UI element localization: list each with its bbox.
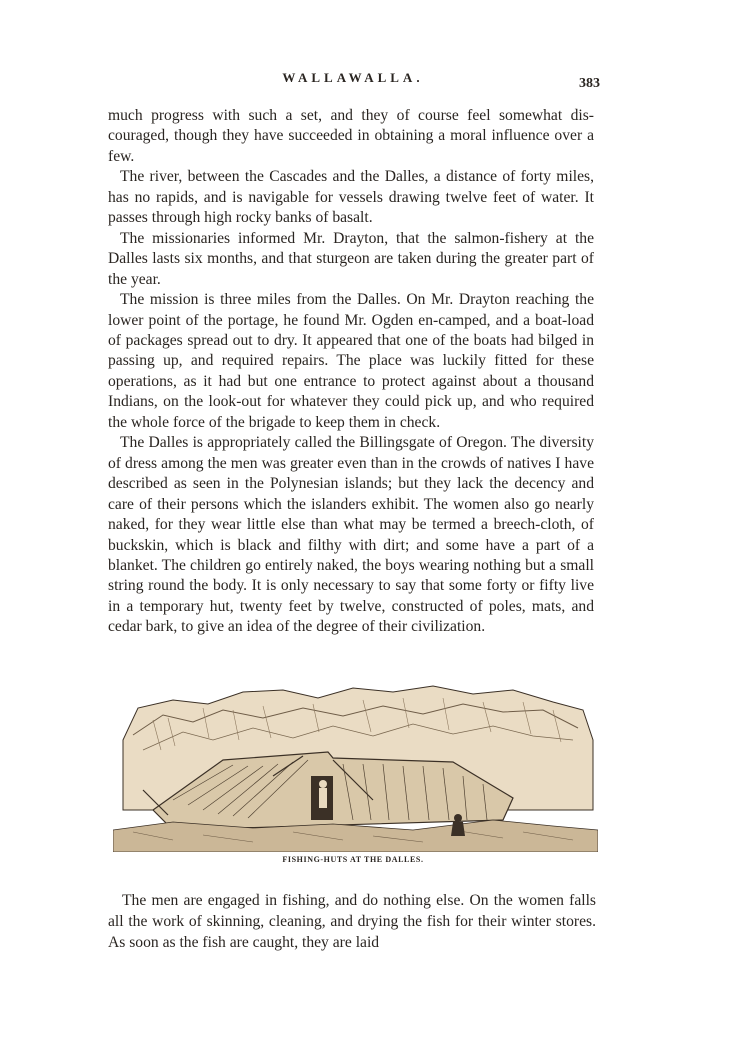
paragraph: The river, between the Cascades and the Dalles, a distance of forty miles, has no rapids, and is navigable for vessels drawing twelve feet of water. It passes through high rocky banks of basalt. — [108, 168, 594, 227]
running-title: WALLAWALLA. — [282, 70, 424, 85]
paragraph: The mission is three miles from the Dalles. On Mr. Drayton reaching the lower point of the portage, he found Mr. Ogden en-camped, and a boat-load of packages spread out to dry. It appeared that one of the boats had bilged in passing up, and required repairs. The place was luckily fitted for these operations, as it had but one entrance to protect against about a thousand Indians, on the look-out for whatever they could pick up, and who required the whole force of the brigade to keep them in check. — [108, 291, 594, 431]
body-text — [108, 106, 594, 638]
engraving-illustration — [113, 680, 598, 852]
paragraph: The men are engaged in fishing, and do nothing else. On the women falls all the work of skinning, cleaning, and drying the fish for their winter stores. As soon as the fish are caught, they are laid — [108, 892, 596, 951]
paragraph: much progress with such a set, and they of course feel somewhat dis-couraged, though they have succeeded in obtaining a moral influence over a few. — [108, 107, 594, 165]
page-number: 383 — [579, 76, 600, 91]
body-text-continued — [108, 890, 596, 953]
figure-caption: FISHING-HUTS AT THE DALLES. — [282, 855, 424, 864]
engraving-fishing-huts — [113, 680, 598, 852]
paragraph: The missionaries informed Mr. Drayton, that the salmon-fishery at the Dalles lasts six months, and that sturgeon are taken during the greater part of the year. — [108, 229, 594, 288]
paragraph: The Dalles is appropriately called the Billingsgate of Oregon. The diversity of dress among the men was greater even than in the crowds of natives I have described as seen in the Polynesian islands; but they lack the decency and care of their persons which the islanders exhibit. The women also go nearly naked, for they wear little else than what may be termed a breech-cloth, of buckskin, which is black and filthy with dirt; and some have a part of a blanket. The children go entirely naked, the boys wearing nothing but a small string round the body. It is only necessary to say that some forty or fifty live in a temporary hut, twenty feet by twelve, constructed of poles, mats, and cedar bark, to give an idea of the degree of their civilization. — [108, 434, 594, 636]
page-header — [108, 70, 598, 94]
